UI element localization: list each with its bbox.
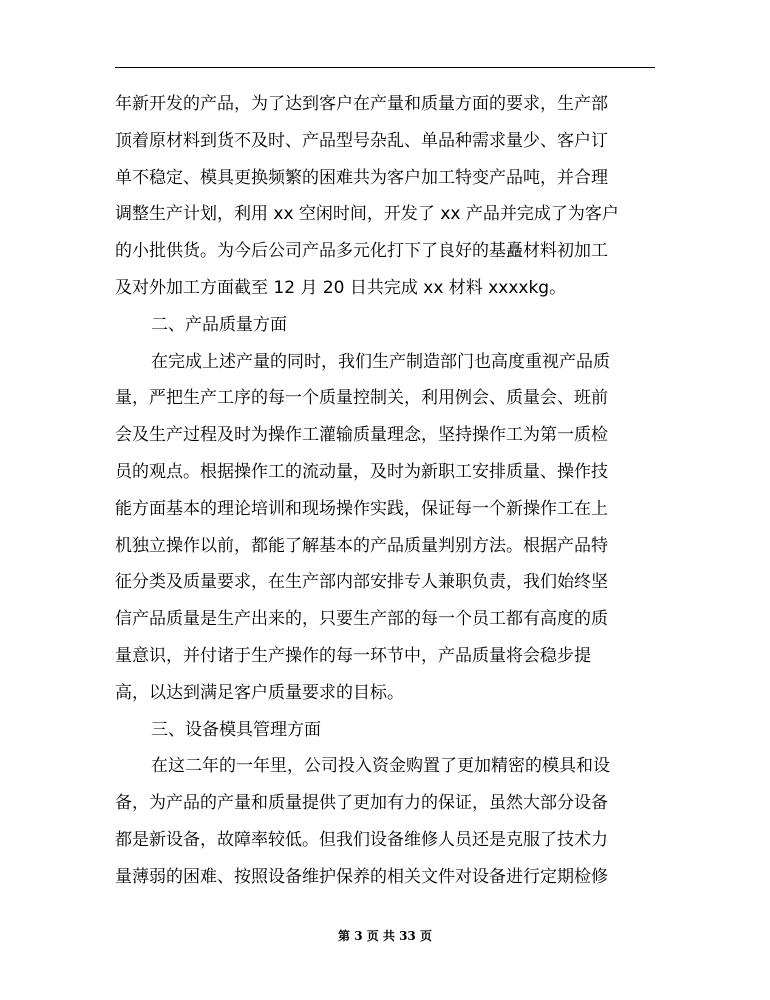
- text-line: 调整生产计划，利用 xx 空闲时间，开发了 xx 产品并完成了为客户: [115, 204, 619, 225]
- text-line: 高，以达到满足客户质量要求的目标。: [115, 682, 404, 703]
- text-line: 机独立操作以前，都能了解基本的产品质量判别方法。根据产品特: [115, 535, 608, 556]
- text-line: 单不稳定、模具更换频繁的困难共为客户加工特变产品吨，并合理: [115, 167, 608, 188]
- text-line: 在这二年的一年里，公司投入资金购置了更加精密的模具和设: [151, 756, 610, 777]
- text-line: 年新开发的产品，为了达到客户在产量和质量方面的要求，生产部: [115, 94, 608, 114]
- text-line: 及对外加工方面截至 12 月 20 日共完成 xx 材料 xxxxkg。: [115, 277, 567, 298]
- text-line: 的小批供货。为今后公司产品多元化打下了良好的基矗材料初加工: [115, 241, 608, 262]
- text-line: 信产品质量是生产出来的，只要生产部的每一个员工都有高度的质: [115, 609, 608, 630]
- text-line: 在完成上述产量的同时，我们生产制造部门也高度重视产品质: [151, 351, 610, 372]
- text-line: 备，为产品的产量和质量提供了更加有力的保证，虽然大部分设备: [115, 793, 608, 814]
- text-line: 量薄弱的困难、按照设备维护保养的相关文件对设备进行定期检修: [115, 866, 608, 887]
- text-line: 量，严把生产工序的每一个质量控制关，利用例会、质量会、班前: [115, 388, 608, 409]
- text-line: 员的观点。根据操作工的流动量，及时为新职工安排质量、操作技: [115, 461, 608, 482]
- header-rule: [115, 67, 655, 68]
- text-line: 会及生产过程及时为操作工灌输质量理念，坚持操作工为第一质检: [115, 425, 608, 446]
- text-line: 顶着原材料到货不及时、产品型号杂乱、单品种需求量少、客户订: [115, 130, 608, 151]
- text-line: 量意识，并付诸于生产操作的每一环节中，产品质量将会稳步提: [115, 645, 591, 666]
- section-heading-equipment-management: 三、设备模具管理方面: [151, 719, 321, 740]
- text-line: 能方面基本的理论培训和现场操作实践，保证每一个新操作工在上: [115, 498, 608, 519]
- document-body: [115, 86, 675, 896]
- page-number-footer: 第 3 页 共 33 页: [338, 929, 432, 943]
- section-heading-product-quality: 二、产品质量方面: [151, 314, 287, 335]
- text-line: 都是新设备，故障率较低。但我们设备维修人员还是克服了技术力: [115, 829, 608, 850]
- text-line: 征分类及质量要求，在生产部内部安排专人兼职负责，我们始终坚: [115, 572, 608, 593]
